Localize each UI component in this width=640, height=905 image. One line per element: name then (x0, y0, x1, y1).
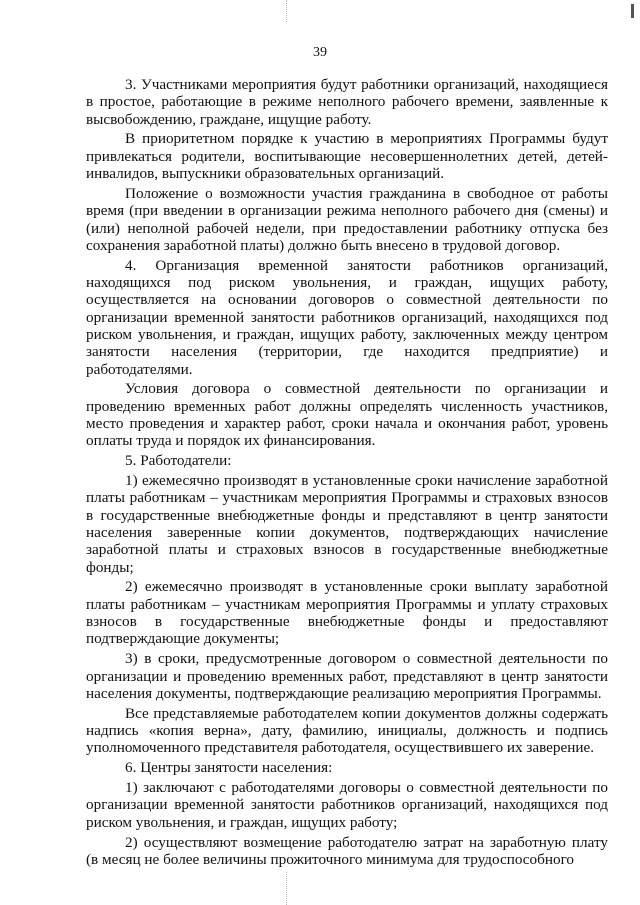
paragraph: 4. Организация временной занятости работников организаций, находящихся под риском увольнения, и граждан, ищущих работу, осуществляется на основании договоров о совместной деятельности по организации временной занятости работников организаций, находящихся под риском увольнения, и граждан, ищущих работу, заключенных между центром занятости населения (территории, где находится предприятие) и работодателями. (86, 256, 608, 378)
paragraph: 2) осуществляют возмещение работодателю затрат на заработную плату (в месяц не более величины прожиточного минимума для трудоспособного (86, 833, 608, 868)
fold-mark-top (286, 0, 287, 22)
paragraph: Условия договора о совместной деятельности по организации и проведению временных работ должны определять численность участников, место проведения и характер работ, сроки начала и окончания работ, уровень оплаты труда и порядок их финансирования. (86, 380, 608, 450)
paragraph: 3. Участниками мероприятия будут работники организаций, находящиеся в простое, работающие в режиме неполного рабочего времени, заявленные к высвобождению, граждане, ищущие работу. (86, 76, 608, 128)
paragraph: 1) ежемесячно производят в установленные сроки начисление заработной платы работникам – участникам мероприятия Программы и страховых взносов в государственные внебюджетные фонды и представляют в центр занятости населения заверенные копии документов, подтверждающих начисление заработной платы и страховых взносов в государственные внебюджетные фонды; (86, 472, 608, 576)
paragraph: В приоритетном порядке к участию в мероприятиях Программы будут привлекаться родители, воспитывающие несовершеннолетних детей, детей-инвалидов, выпускники образовательных организаций. (86, 130, 608, 183)
document-body (86, 76, 608, 871)
paragraph: Все представляемые работодателем копии документов должны содержать надпись «копия верна», дату, фамилию, инициалы, должность и подпись уполномоченного представителя работодателя, осуществившего их заверение. (86, 704, 608, 757)
paragraph: 1) заключают с работодателями договоры о совместной деятельности по организации временной занятости работников организаций, находящихся под риском увольнения, и граждан, ищущих работу; (86, 779, 608, 831)
paragraph: 5. Работодатели: (125, 452, 232, 470)
paragraph: 3) в сроки, предусмотренные договором о совместной деятельности по организации и проведению временных работ, представляют в центр занятости населения документы, подтверждающие реализацию мероприятия Программы. (86, 650, 608, 702)
scan-corner-mark (631, 4, 634, 18)
paragraph: 6. Центры занятости населения: (125, 759, 333, 777)
fold-mark-bottom (286, 872, 287, 905)
paragraph: 2) ежемесячно производят в установленные сроки выплату заработной платы работникам – участникам мероприятия Программы и уплату страховых взносов в государственные внебюджетные фонды и предоставляют подтверждающие документы; (86, 578, 608, 648)
paragraph: Положение о возможности участия гражданина в свободное от работы время (при введении в организации режима неполного рабочего дня (смены) и (или) неполной рабочей недели, при предоставлении работнику отпуска без сохранения заработной платы) должно быть внесено в трудовой договор. (86, 184, 608, 254)
page-number: 39 (313, 45, 327, 60)
